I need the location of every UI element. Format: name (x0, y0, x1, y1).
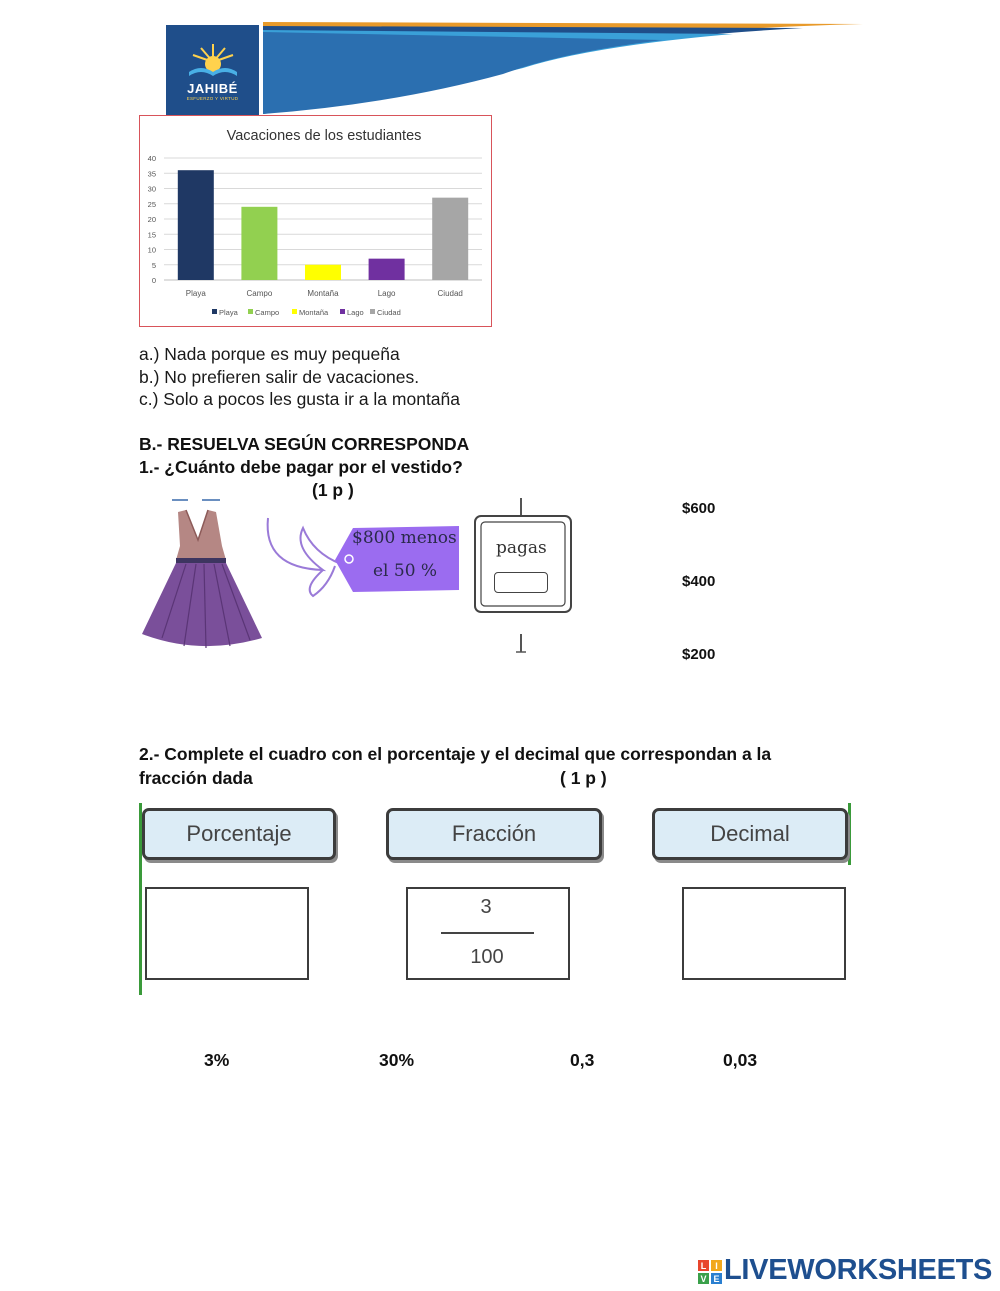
price-option-600[interactable]: $600 (682, 500, 716, 517)
question-1: 1.- ¿Cuánto debe pagar por el vestido? (139, 457, 463, 477)
y-tick-label: 25 (147, 199, 156, 209)
answer-choice-3-percent[interactable]: 3% (204, 1050, 230, 1070)
section-b-title: B.- RESUELVA SEGÚN CORRESPONDA (139, 434, 470, 454)
chart-canvas (140, 116, 490, 325)
percentage-answer-box[interactable] (145, 887, 309, 980)
logo-name: JAHIBÉ (187, 81, 238, 96)
price-option-400[interactable]: $400 (682, 573, 716, 590)
x-tick-label: Lago (377, 289, 396, 298)
question-1-points: (1 p ) (312, 480, 354, 500)
y-tick-label: 20 (147, 215, 156, 224)
fraction-numerator: 3 (480, 896, 492, 918)
question-2-points: ( 1 p ) (560, 768, 607, 788)
option-b: b.) No prefieren salir de vacaciones. (139, 367, 420, 387)
legend-swatch (212, 309, 217, 314)
question-2-line1: 2.- Complete el cuadro con el porcentaje y el decimal que correspondan a la (139, 744, 772, 764)
option-a: a.) Nada porque es muy pequeña (139, 344, 400, 364)
y-tick-label: 40 (147, 154, 156, 163)
legend-label: Montaña (299, 308, 329, 317)
legend-label: Playa (219, 308, 238, 317)
y-tick-label: 30 (147, 184, 156, 194)
legend-swatch (292, 309, 297, 314)
price-option-200[interactable]: $200 (682, 646, 716, 663)
pay-answer-field[interactable] (494, 572, 548, 593)
legend-label: Campo (255, 308, 280, 317)
price-tag (263, 508, 463, 608)
question-2-line2: fracción dada (139, 768, 253, 788)
header-fraccion: Fracción (386, 808, 602, 860)
logo-tagline: ESFUERZO Y VIRTUD (186, 96, 239, 101)
x-tick-label: Ciudad (437, 289, 463, 298)
fraction-denominator: 100 (470, 946, 504, 968)
bar-lago (369, 259, 405, 280)
y-tick-label: 35 (147, 169, 156, 179)
legend-label: Ciudad (377, 308, 401, 317)
answer-choice-0-03[interactable]: 0,03 (723, 1050, 758, 1070)
legend-swatch (340, 309, 345, 314)
header-banner (263, 22, 863, 114)
table-edge-right (848, 803, 851, 865)
icon-letter-4: E (713, 1274, 720, 1284)
pay-label: pagas (496, 538, 547, 558)
bar-campo (241, 207, 277, 280)
x-tick-label: Montaña (307, 289, 339, 298)
icon-letter-3: V (700, 1274, 707, 1284)
tag-text-price: $800 menos (352, 528, 457, 548)
dress-image (140, 498, 265, 653)
tag-text-discount: el 50 % (373, 561, 438, 581)
header-porcentaje: Porcentaje (142, 808, 336, 860)
bar-playa (178, 170, 214, 280)
icon-letter-1: L (700, 1261, 707, 1271)
option-c: c.) Solo a pocos les gusta ir a la montaña (139, 389, 461, 409)
sun-book-icon (185, 42, 241, 80)
y-tick-label: 0 (151, 276, 156, 285)
legend-swatch (370, 309, 375, 314)
answer-choice-0-3[interactable]: 0,3 (570, 1050, 595, 1070)
decimal-answer-box[interactable] (682, 887, 846, 980)
y-tick-label: 5 (151, 260, 156, 270)
icon-letter-2: I (715, 1261, 718, 1271)
bar-montaña (305, 265, 341, 280)
legend-label: Lago (347, 308, 364, 317)
vacation-bar-chart (139, 115, 492, 327)
liveworksheets-icon (698, 1260, 722, 1284)
school-logo (166, 25, 259, 118)
y-tick-label: 15 (147, 230, 156, 240)
y-tick-label: 10 (147, 245, 156, 255)
legend-swatch (248, 309, 253, 314)
chart-title: Vacaciones de los estudiantes (226, 128, 422, 144)
x-tick-label: Campo (246, 289, 273, 298)
header-decimal: Decimal (652, 808, 848, 860)
bar-ciudad (432, 198, 468, 280)
liveworksheets-brand: LIVEWORKSHEETS (724, 1254, 993, 1286)
answer-choice-30-percent[interactable]: 30% (379, 1050, 415, 1070)
fraction-bar (441, 932, 534, 934)
x-tick-label: Playa (185, 289, 206, 298)
